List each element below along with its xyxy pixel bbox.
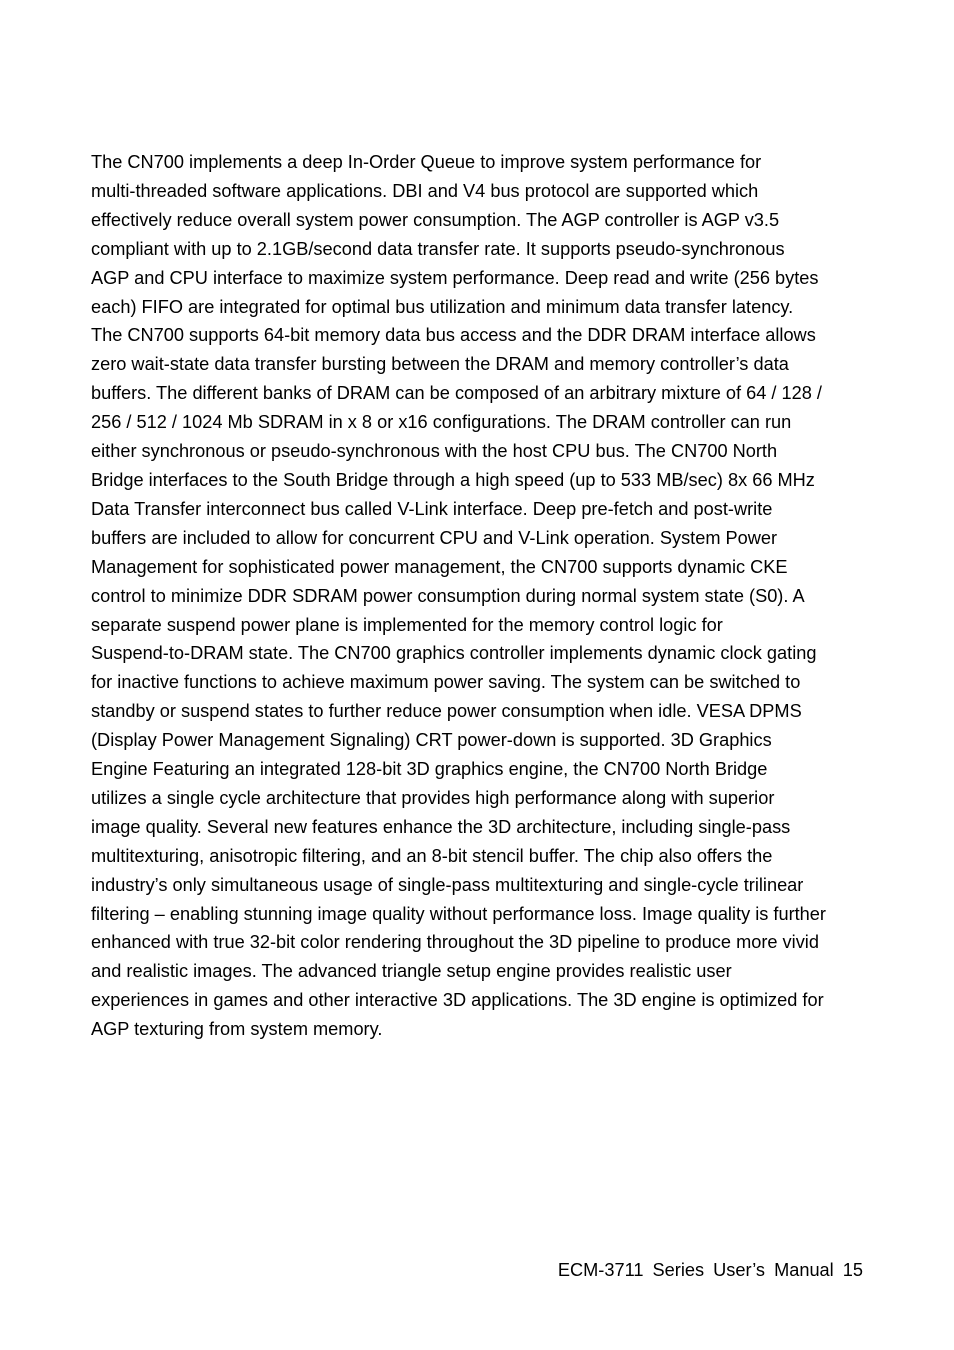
paragraph-line: zero wait-state data transfer bursting between the DRAM and memory controller’s data: [91, 354, 789, 375]
paragraph-line: image quality. Several new features enhance the 3D architecture, including single-pass: [91, 816, 791, 837]
paragraph-line: industry’s only simultaneous usage of single-pass multitexturing and single-cycle trilinear: [91, 874, 804, 895]
paragraph-line: filtering – enabling stunning image quality without performance loss. Image quality is further: [91, 903, 826, 924]
paragraph-line: compliant with up to 2.1GB/second data transfer rate. It supports pseudo-synchronous: [91, 238, 785, 259]
paragraph-line: each) FIFO are integrated for optimal bus utilization and minimum data transfer latency.: [91, 296, 794, 317]
paragraph-line: The CN700 supports 64-bit memory data bus access and the DDR DRAM interface allows: [91, 325, 816, 346]
paragraph-line: control to minimize DDR SDRAM power consumption during normal system state (S0). A: [91, 585, 805, 606]
paragraph-line: Suspend-to-DRAM state. The CN700 graphics controller implements dynamic clock gating: [91, 643, 817, 664]
paragraph-line: 256 / 512 / 1024 Mb SDRAM in x 8 or x16 configurations. The DRAM controller can run: [91, 412, 792, 433]
page-footer: ECM-3711 Series User’s Manual 15: [557, 1260, 863, 1280]
paragraph-line: (Display Power Management Signaling) CRT power-down is supported. 3D Graphics: [91, 730, 772, 751]
paragraph-line: either synchronous or pseudo-synchronous with the host CPU bus. The CN700 North: [91, 441, 778, 462]
paragraph-line: Data Transfer interconnect bus called V-Link interface. Deep pre-fetch and post-write: [91, 498, 773, 519]
paragraph-line: AGP and CPU interface to maximize system performance. Deep read and write (256 bytes: [91, 267, 819, 288]
body-paragraph: [91, 148, 871, 1044]
paragraph-line: utilizes a single cycle architecture that provides high performance along with superior: [91, 787, 775, 808]
paragraph-line: enhanced with true 32-bit color rendering throughout the 3D pipeline to produce more vivid: [91, 932, 819, 953]
paragraph-line: buffers. The different banks of DRAM can be composed of an arbitrary mixture of 64 / 128 /: [91, 383, 822, 404]
paragraph-line: experiences in games and other interactive 3D applications. The 3D engine is optimized for: [91, 990, 824, 1011]
paragraph-line: standby or suspend states to further reduce power consumption when idle. VESA DPMS: [91, 701, 802, 722]
paragraph-line: for inactive functions to achieve maximum power saving. The system can be switched to: [91, 672, 801, 693]
paragraph-line: multi-threaded software applications. DBI and V4 bus protocol are supported which: [91, 180, 759, 201]
paragraph-line: Bridge interfaces to the South Bridge through a high speed (up to 533 MB/sec) 8x 66 MHz: [91, 469, 815, 490]
paragraph-line: Engine Featuring an integrated 128-bit 3D graphics engine, the CN700 North Bridge: [91, 759, 768, 780]
paragraph-line: effectively reduce overall system power consumption. The AGP controller is AGP v3.5: [91, 209, 780, 230]
paragraph-line: AGP texturing from system memory.: [91, 1019, 383, 1040]
paragraph-line: The CN700 implements a deep In-Order Queue to improve system performance for: [91, 152, 762, 172]
paragraph-line: buffers are included to allow for concurrent CPU and V-Link operation. System Power: [91, 527, 778, 548]
paragraph-line: multitexturing, anisotropic filtering, and an 8-bit stencil buffer. The chip also offers the: [91, 845, 773, 866]
paragraph-line: and realistic images. The advanced triangle setup engine provides realistic user: [91, 961, 732, 982]
paragraph-line: separate suspend power plane is implemented for the memory control logic for: [91, 614, 723, 635]
paragraph-line: Management for sophisticated power management, the CN700 supports dynamic CKE: [91, 556, 788, 577]
